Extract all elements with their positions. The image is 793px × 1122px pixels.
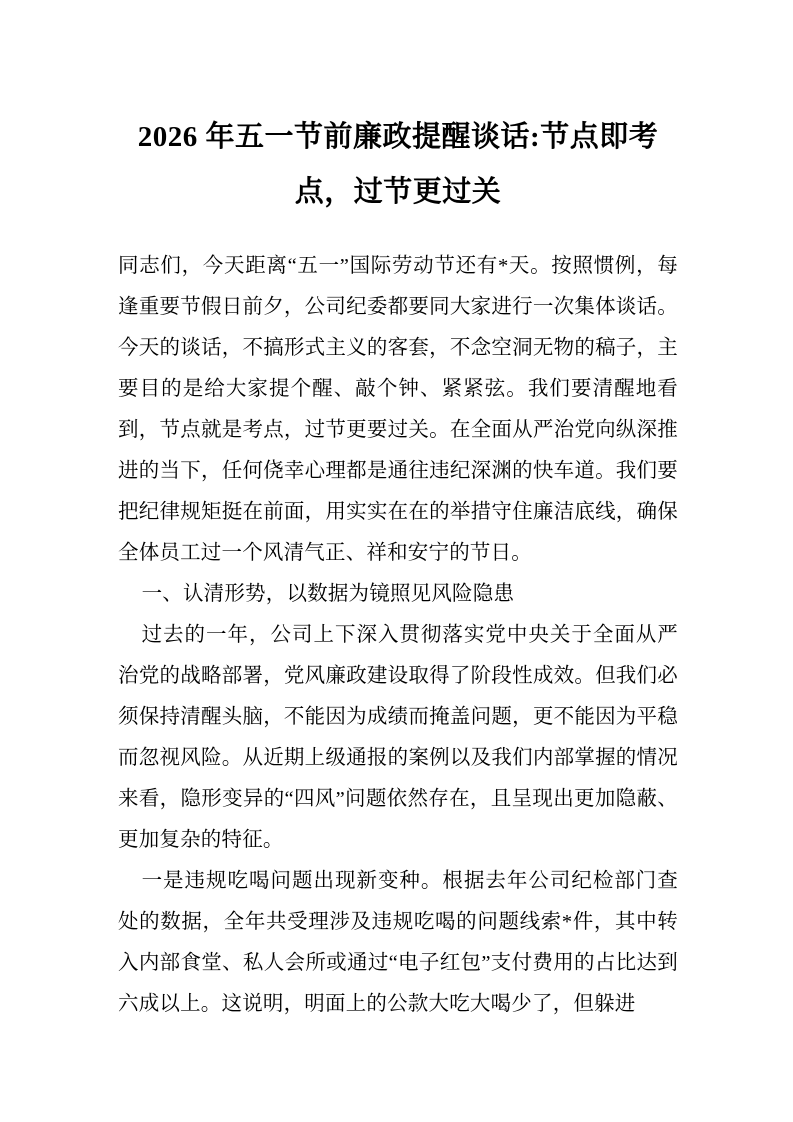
document-body — [118, 246, 678, 1025]
document-content — [118, 0, 678, 1025]
document-title: 2026 年五一节前廉政提醒谈话:节点即考点，过节更过关 — [137, 121, 659, 208]
section-heading: 一、认清形势，以数据为镜照见风险隐患 — [141, 583, 515, 605]
paragraph: 过去的一年，公司上下深入贯彻落实党中央关于全面从严治党的战略部署，党风廉政建设取得了阶段性成效。但我们必须保持清醒头脑，不能因为成绩而掩盖问题，更不能因为平稳而忽视风险。从近期上级通报的案例以及我们内部掌握的情况来看，隐形变异的“四风”问题依然存在，且呈现出更加隐蔽、更加复杂的特征。 — [118, 624, 678, 851]
paragraph: 一是违规吃喝问题出现新变种。根据去年公司纪检部门查处的数据，全年共受理涉及违规吃喝的问题线索*件，其中转入内部食堂、私人会所或通过“电子红包”支付费用的占比达到六成以上。这说明，明面上的公款大吃大喝少了，但躲进 — [118, 870, 678, 1015]
paragraph: 同志们，今天距离“五一”国际劳动节还有*天。按照惯例，每逢重要节假日前夕，公司纪委都要同大家进行一次集体谈话。今天的谈话，不搞形式主义的客套，不念空洞无物的稿子，主要目的是给大家提个醒、敲个钟、紧紧弦。我们要清醒地看到，节点就是考点，过节更要过关。在全面从严治党向纵深推进的当下，任何侥幸心理都是通往违纪深渊的快车道。我们要把纪律规矩挺在前面，用实实在在的举措守住廉洁底线，确保全体员工过一个风清气正、祥和安宁的节日。 — [118, 255, 678, 564]
